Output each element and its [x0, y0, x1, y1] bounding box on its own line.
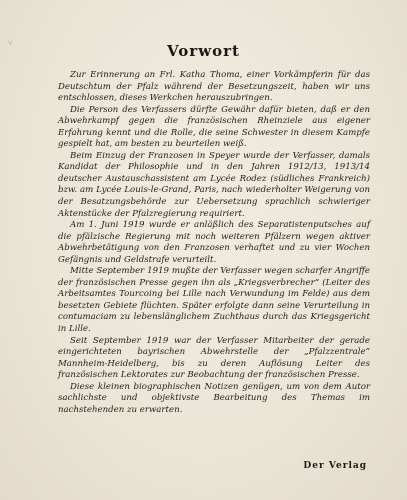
paragraph-4: Am 1. Juni 1919 wurde er anläßlich des Separatistenputsches auf die pfälzische Regierung mit noch weiteren Pfälzern wegen aktiver Abwehrbetätigung von den Franzosen verhaftet und zu vier Wochen Gefängnis und Geldstrafe verurteilt.	[58, 220, 370, 265]
paragraph-5: Mitte September 1919 mußte der Verfasser wegen scharfer Angriffe der französischen Presse gegen ihn als „Kriegsverbrecher“ (Leiter des Arbeitsamtes Tourcoing bei Lille nach Verwundung im Felde) aus dem besetzten Gebiete flüchten. Später erfolgte dann seine Verurteilung in contumaciam zu lebenslänglichem Zuchthaus durch das Kriegsgericht in Lille.	[58, 266, 370, 335]
paragraph-3: Beim Einzug der Franzosen in Speyer wurde der Verfasser, damals Kandidat der Philosophie und in den Jahren 1912/13, 1913/14 deutscher Austauschassistent am Lycée Rodez (südliches Frankreich) bzw. am Lycée Louis-le-Grand, Paris, nach wiederholter Weigerung von der Besatzungsbehörde zur Uebersetzung sprachlich schwieriger Aktenstücke der Pfalzregierung requiriert.	[58, 150, 370, 219]
paragraph-6: Seit September 1919 war der Verfasser Mitarbeiter der gerade eingerichteten bayrischen Abwehrstelle der „Pfalzzentrale“ Mannheim-Heidelberg, bis zu deren Auflösung Leiter des französischen Lektorates zur Beobachtung der französischen Presse.	[58, 335, 370, 381]
page-title: Vorwort	[167, 42, 240, 60]
corner-mark: v	[8, 38, 12, 47]
publisher-signature: Der Verlag	[303, 461, 367, 471]
paragraph-7: Diese kleinen biographischen Notizen genügen, um von dem Autor sachlichste und objektivste Bearbeitung des Themas im nachstehenden zu erwarten.	[58, 381, 370, 415]
paragraph-1: Zur Erinnerung an Frl. Katha Thoma, einer Vorkämpferin für das Deutschtum der Pfalz während der Besetzungszeit, haben wir uns entschlossen, dieses Werkchen herauszubringen.	[58, 70, 370, 104]
foreword-text	[58, 70, 370, 416]
paragraph-2: Die Person des Verfassers dürfte Gewähr dafür bieten, daß er den Abwehrkampf gegen die französischen Rheinziele aus eigener Erfahrung kennt und die Rolle, die seine Schwester in diesem Kampfe gespielt hat, am besten zu beurteilen weiß.	[58, 104, 370, 150]
